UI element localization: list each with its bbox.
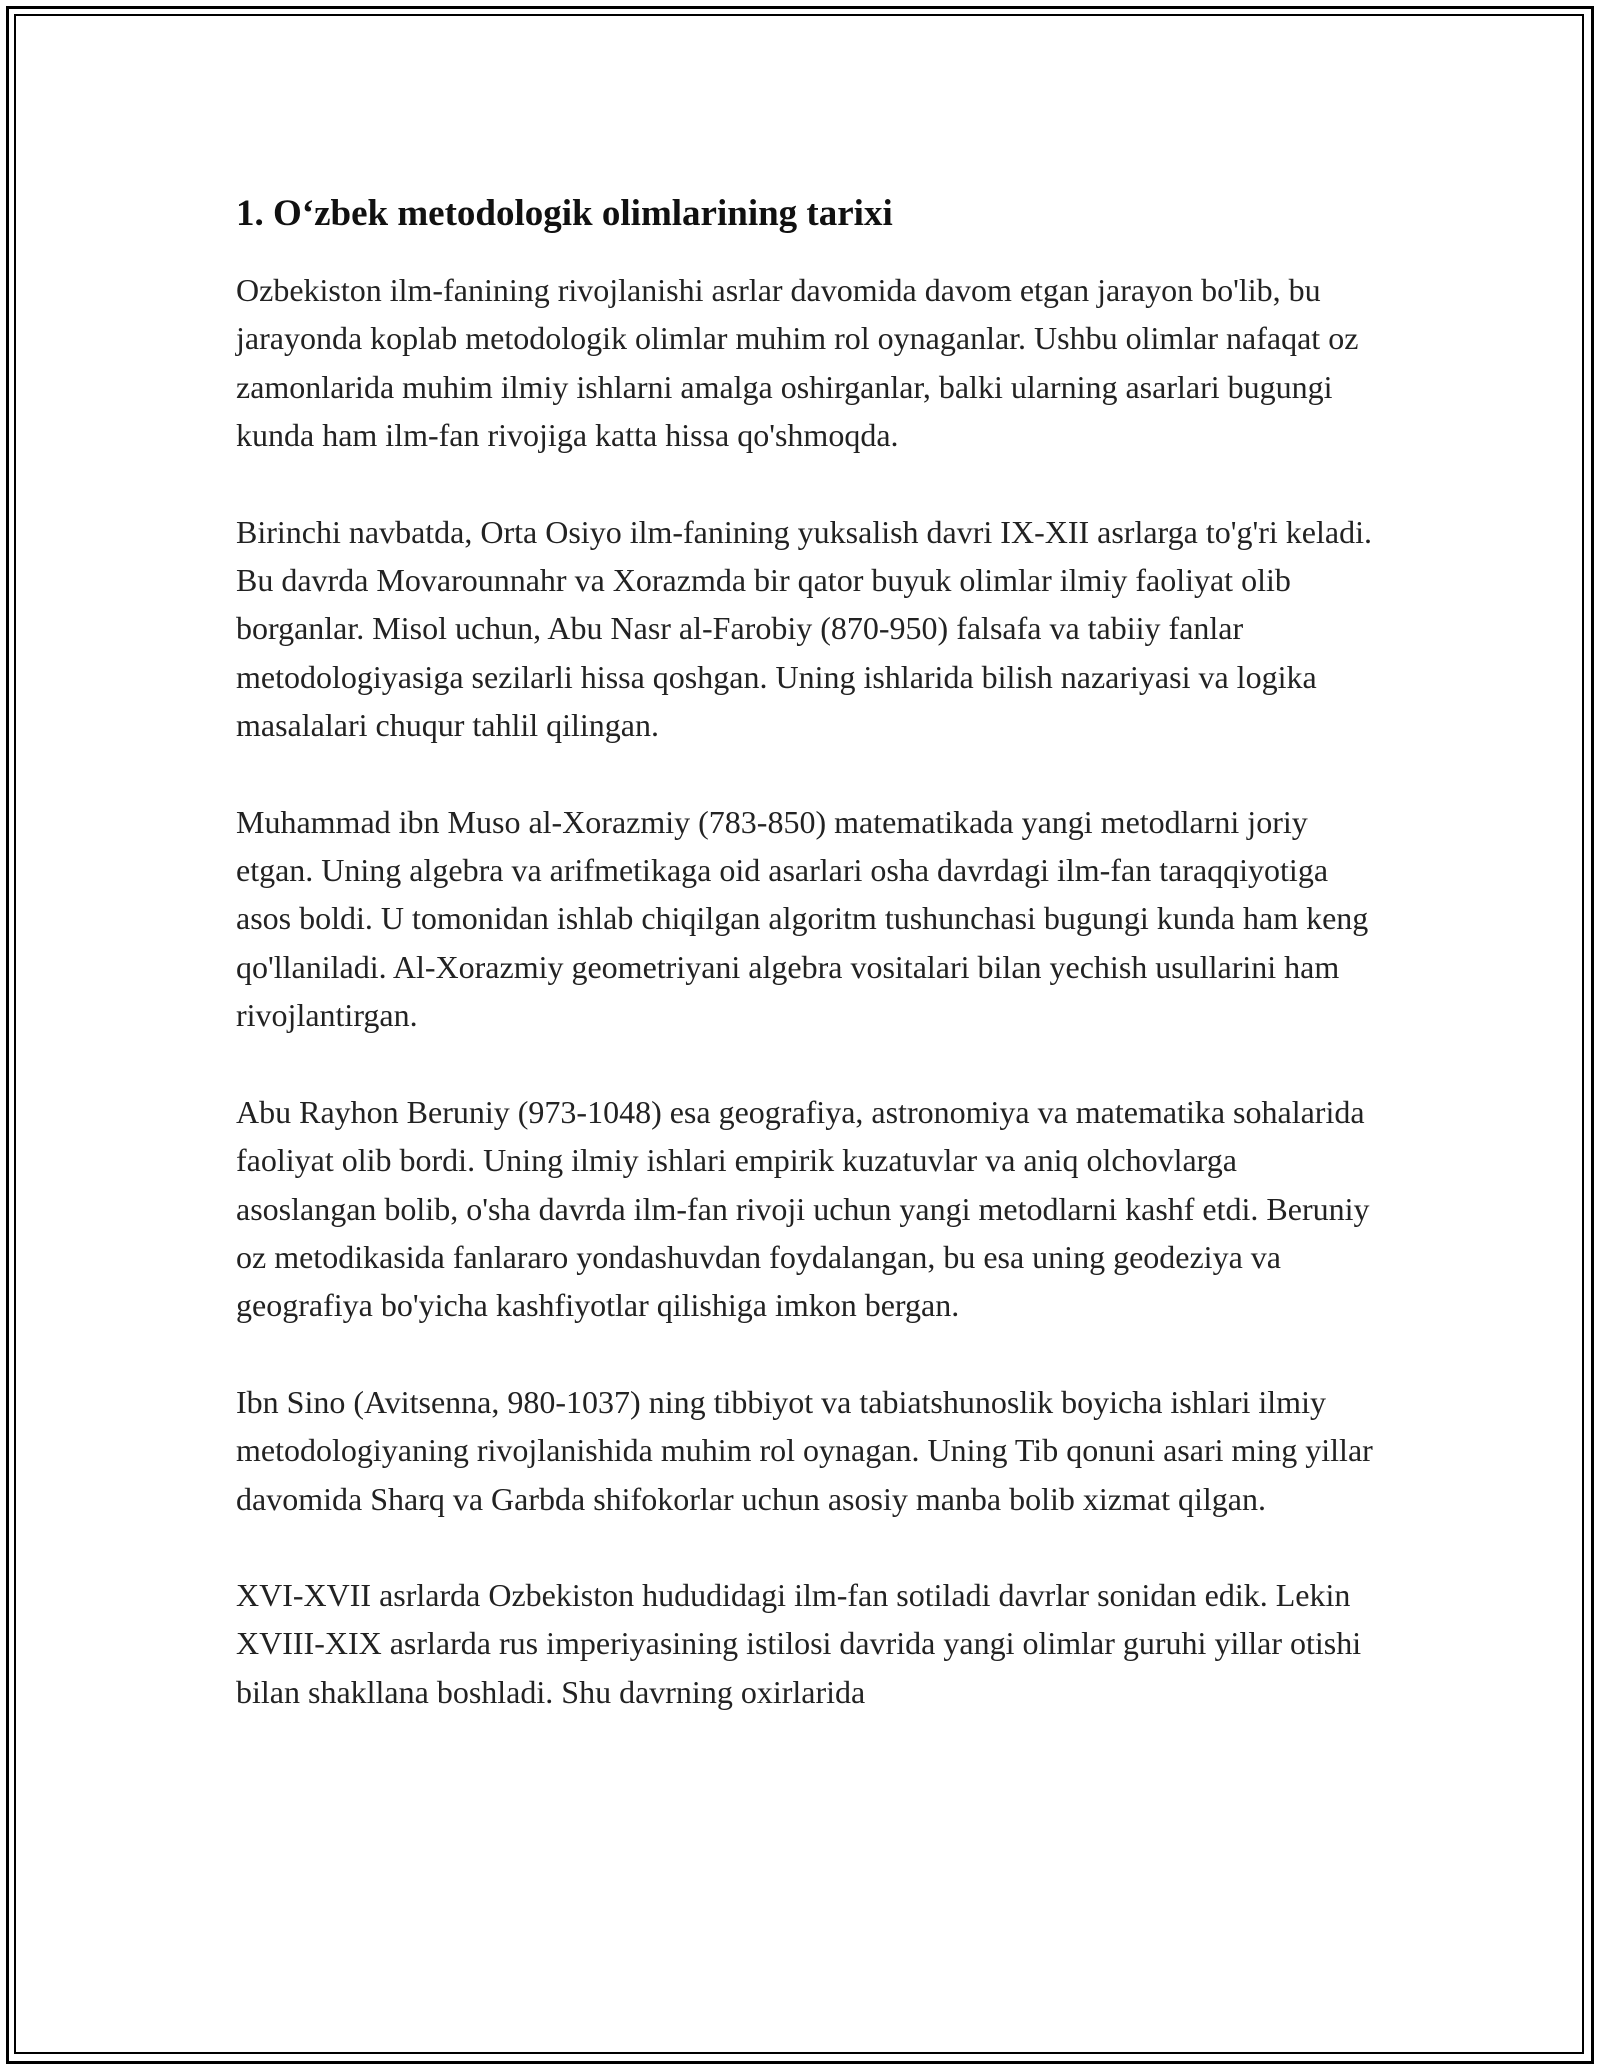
paragraph-ibn-sino: Ibn Sino (Avitsenna, 980-1037) ning tibbiyot va tabiatshunoslik boyicha ishlari ilmiy metodologiyaning rivojlanishida muhim rol oynagan. Uning Tib qonuni asari ming yillar davomida Sharq va Garbda shifokorlar uchun asosiy manba bolib xizmat qilgan. [236, 1383, 1373, 1517]
paragraph-xorazmiy: Muhammad ibn Muso al-Xorazmiy (783-850) matematikada yangi metodlarni joriy etgan. Uning algebra va arifmetikaga oid asarlari osha davrdagi ilm-fan taraqqiyotiga asos boldi. U tomonidan ishlab chiqilgan algoritm tushunchasi bugungi kunda ham keng qo'llaniladi. Al-Xorazmiy geometriyani algebra vositalari bilan yechish usullarini ham rivojlantirgan. [236, 803, 1369, 1034]
paragraph-xvi-xix: XVI-XVII asrlarda Ozbekiston hududidagi ilm-fan sotiladi davrlar sonidan edik. Lekin XVIII-XIX asrlarda rus imperiyasining istilosi davrida yangi olimlar guruhi yillar otishi bilan shakllana boshladi. Shu davrning oxirlarida [236, 1576, 1362, 1710]
paragraph-beruniy: Abu Rayhon Beruniy (973-1048) esa geografiya, astronomiya va matematika sohalarida faoliyat olib bordi. Uning ilmiy ishlari empirik kuzatuvlar va aniq olchovlarga asoslangan bolib, o'sha davrda ilm-fan rivoji uchun yangi metodlarni kashf etdi. Beruniy oz metodikasida fanlararo yondashuvdan foydalangan, bu esa uning geodeziya va geografiya bo'yicha kashfiyotlar qilishiga imkon bergan. [236, 1093, 1370, 1324]
section-heading: 1. O‘zbek metodologik olimlarining tarixi [236, 193, 893, 234]
paragraph-farobiy: Birinchi navbatda, Orta Osiyo ilm-fanining yuksalish davri IX-XII asrlarga to'g'ri keladi. Bu davrda Movarounnahr va Xorazmda bir qator buyuk olimlar ilmiy faoliyat olib borganlar. Misol uchun, Abu Nasr al-Farobiy (870-950) falsafa va tabiiy fanlar metodologiyasiga sezilarli hissa qoshgan. Uning ishlarida bilish nazariyasi va logika masalalari chuqur tahlil qilingan. [236, 513, 1372, 744]
document-body [236, 186, 1376, 1764]
paragraph-intro: Ozbekiston ilm-fanining rivojlanishi asrlar davomida davom etgan jarayon bo'lib, bu jarayonda koplab metodologik olimlar muhim rol oynaganlar. Ushbu olimlar nafaqat oz zamonlarida muhim ilmiy ishlarni amalga oshirganlar, balki ularning asarlari bugungi kunda ham ilm-fan rivojiga katta hissa qo'shmoqda. [236, 272, 1359, 454]
